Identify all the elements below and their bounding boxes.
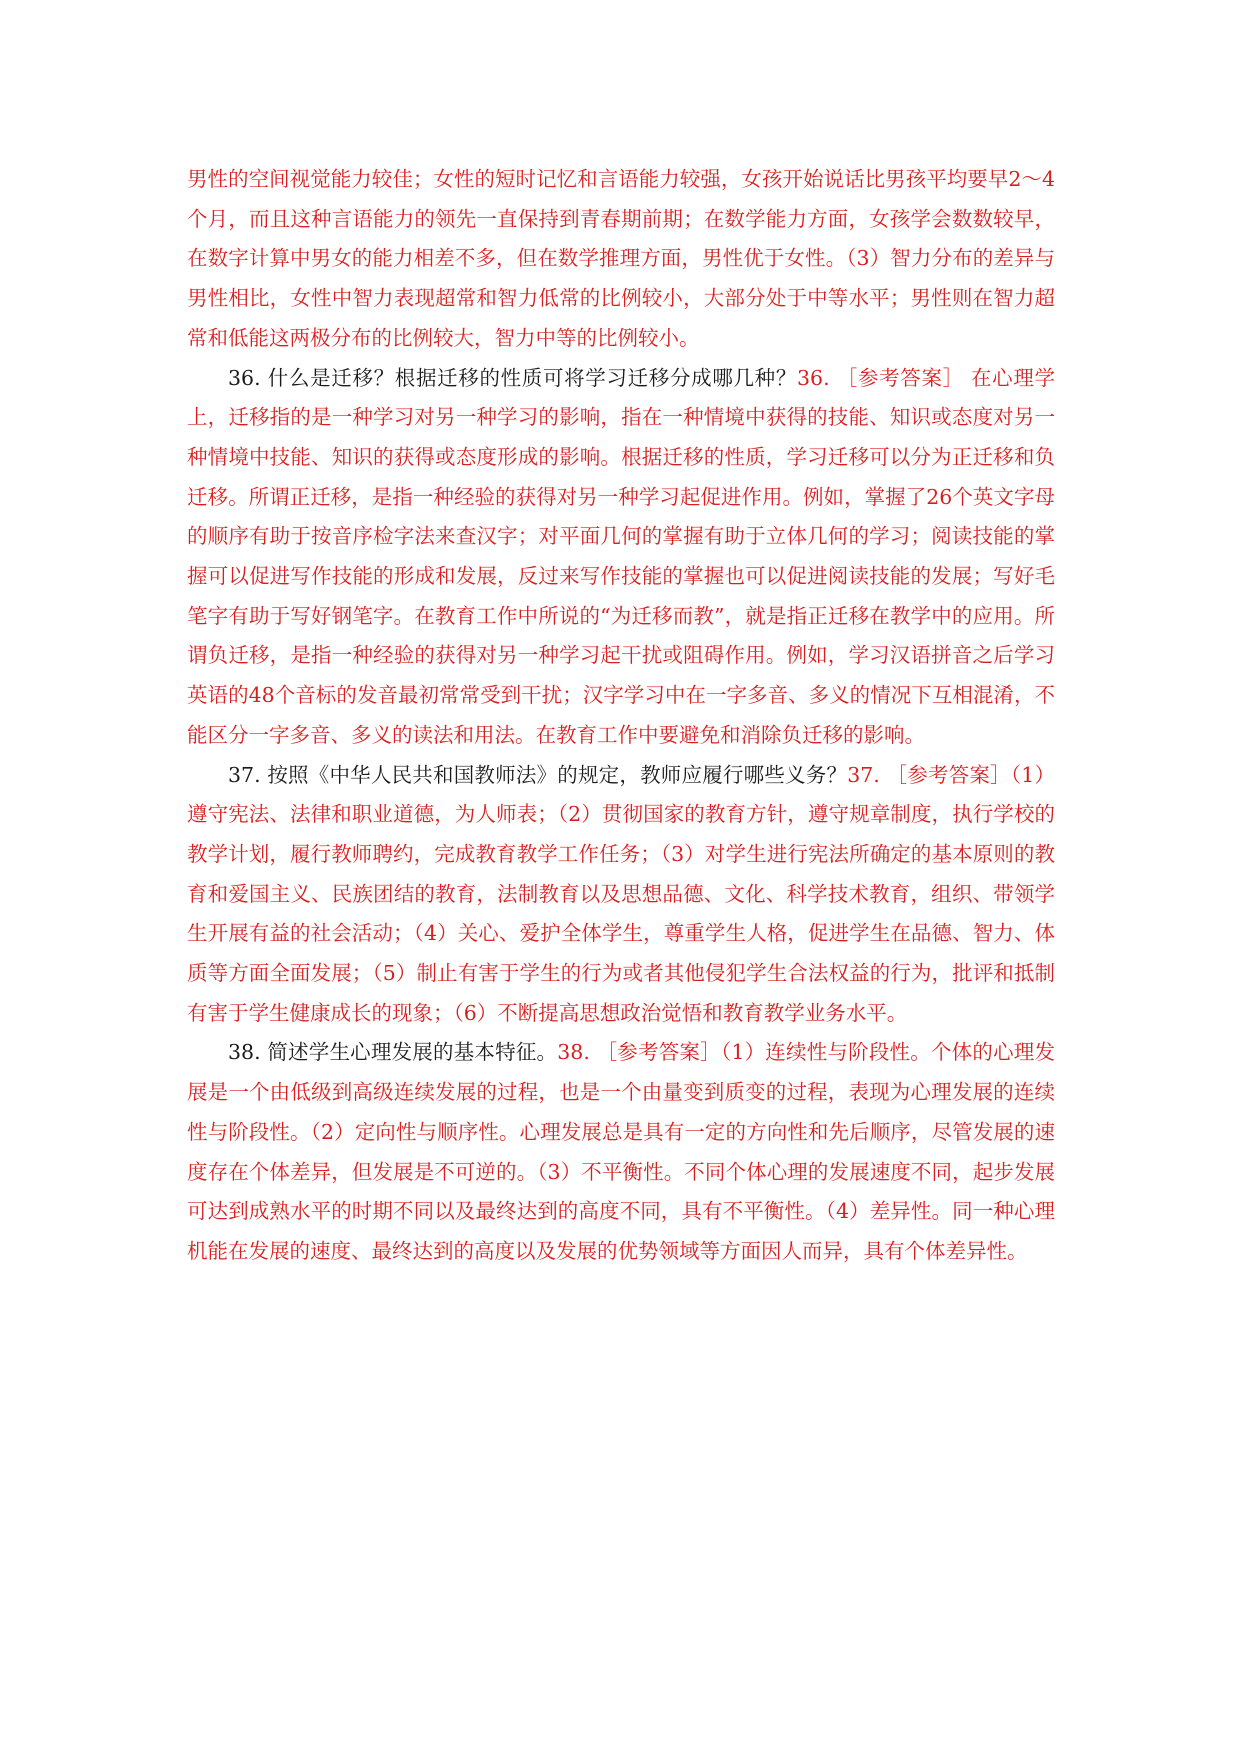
question-37-text: 37. 按照《中华人民共和国教师法》的规定，教师应履行哪些义务？	[228, 762, 848, 787]
answer-36-label: 36. ［参考答案］	[797, 365, 964, 390]
answer-38-text: （1）连续性与阶段性。个体的心理发展是一个由低级到高级连续发展的过程，也是一个由量变到质变的过程，表现为心理发展的连续性与阶段性。（2）定向性与顺序性。心理发展总是具有一定的方向性和先后顺序，尽管发展的速度存在个体差异，但发展是不可逆的。（3）不平衡性。不同个体心理的发展速度不同，起步发展可达到成熟水平的时期不同以及最终达到的高度不同，具有不平衡性。（4）差异性。同一种心理机能在发展的速度、最终达到的高度以及发展的优势领域等方面因人而异，具有个体差异性。	[187, 1040, 1055, 1263]
question-38-paragraph	[187, 1033, 1055, 1271]
answer-36-text: 在心理学上，迁移指的是一种学习对另一种学习的影响，指在一种情境中获得的技能、知识或态度对另一种情境中技能、知识的获得或态度形成的影响。根据迁移的性质，学习迁移可以分为正迁移和负迁移。所谓正迁移，是指一种经验的获得对另一种学习起促进作用。例如，掌握了26个英文字母的顺序有助于按音序检字法来查汉字；对平面几何的掌握有助于立体几何的学习；阅读技能的掌握可以促进写作技能的形成和发展，反过来写作技能的掌握也可以促进阅读技能的发展；写好毛笔字有助于写好钢笔字。在教育工作中所说的“为迁移而教”，就是指正迁移在教学中的应用。所谓负迁移，是指一种经验的获得对另一种学习起干扰或阻碍作用。例如，学习汉语拼音之后学习英语的48个音标的发音最初常常受到干扰；汉字学习中在一字多音、多义的情况下互相混淆，不能区分一字多音、多义的读法和用法。在教育工作中要避免和消除负迁移的影响。	[187, 365, 1055, 747]
answer-37-text: （1）遵守宪法、法律和职业道德，为人师表；（2）贯彻国家的教育方针，遵守规章制度，执行学校的教学计划，履行教师聘约，完成教育教学工作任务；（3）对学生进行宪法所确定的基本原则的教育和爱国主义、民族团结的教育，法制教育以及思想品德、文化、科学技术教育，组织、带领学生开展有益的社会活动；（4）关心、爱护全体学生，尊重学生人格，促进学生在品德、智力、体质等方面全面发展；（5）制止有害于学生的行为或者其他侵犯学生合法权益的行为，批评和抵制有害于学生健康成长的现象；（6）不断提高思想政治觉悟和教育教学业务水平。	[187, 762, 1055, 1025]
document-page	[187, 160, 1055, 1272]
question-36-paragraph	[187, 359, 1055, 756]
continued-answer-text: 男性的空间视觉能力较佳；女性的短时记忆和言语能力较强，女孩开始说话比男孩平均要早2～4个月，而且这种言语能力的领先一直保持到青春期前期；在数学能力方面，女孩学会数数较早，在数字计算中男女的能力相差不多，但在数学推理方面，男性优于女性。（3）智力分布的差异与男性相比，女性中智力表现超常和智力低常的比例较小，大部分处于中等水平；男性则在智力超常和低能这两极分布的比例较大，智力中等的比例较小。	[187, 167, 1055, 350]
question-38-text: 38. 简述学生心理发展的基本特征。	[228, 1040, 558, 1065]
question-36-text: 36. 什么是迁移？根据迁移的性质可将学习迁移分成哪几种？	[228, 365, 797, 390]
question-37-paragraph	[187, 756, 1055, 1034]
answer-38-label: 38. ［参考答案］	[557, 1040, 721, 1065]
continued-answer-paragraph	[187, 160, 1055, 359]
answer-37-label: 37. ［参考答案］	[847, 762, 1011, 787]
